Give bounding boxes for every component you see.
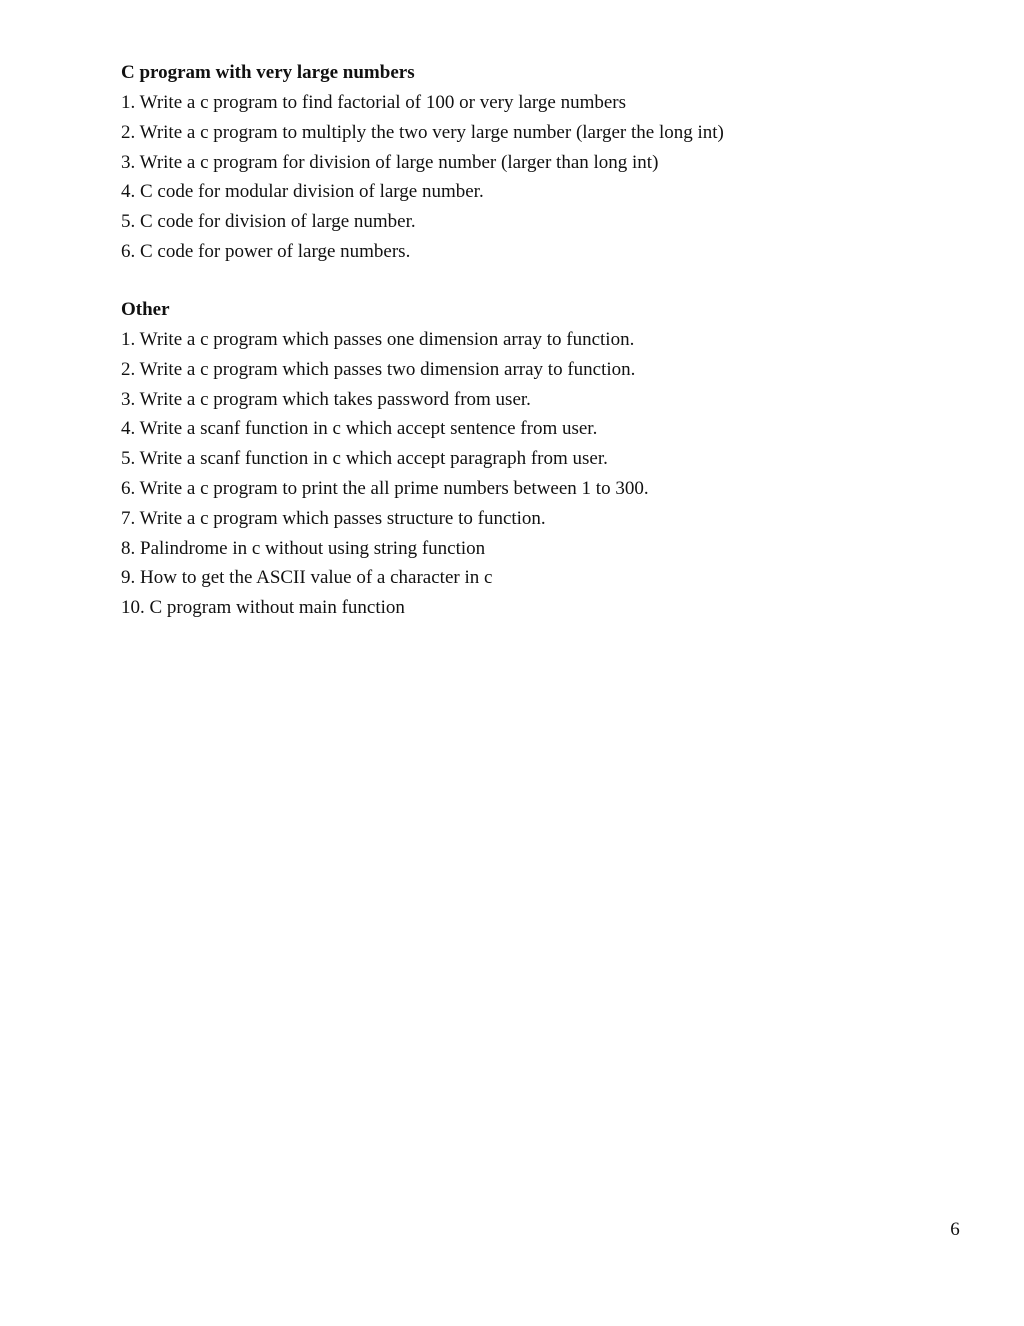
section-heading: C program with very large numbers <box>121 62 415 83</box>
list-item: 5. C code for division of large number. <box>121 211 416 233</box>
section-heading: Other <box>121 299 170 320</box>
list-item: 3. Write a c program for division of large number (larger than long int) <box>121 151 659 173</box>
list-item: 10. C program without main function <box>121 597 405 619</box>
list-item: 2. Write a c program to multiply the two very large number (larger the long int) <box>121 121 724 143</box>
list-item: 2. Write a c program which passes two dimension array to function. <box>121 358 636 380</box>
list-item: 8. Palindrome in c without using string function <box>121 537 486 559</box>
item-list <box>121 88 921 267</box>
list-item: 5. Write a scanf function in c which accept paragraph from user. <box>121 448 608 470</box>
list-item: 9. How to get the ASCII value of a character in c <box>121 567 493 589</box>
list-item: 6. C code for power of large numbers. <box>121 240 411 262</box>
list-item: 1. Write a c program which passes one dimension array to function. <box>121 329 635 350</box>
list-item: 7. Write a c program which passes structure to function. <box>121 507 546 529</box>
list-item: 1. Write a c program to find factorial of 100 or very large numbers <box>121 92 627 113</box>
list-item: 4. Write a scanf function in c which accept sentence from user. <box>121 418 598 440</box>
list-item: 4. C code for modular division of large number. <box>121 181 484 203</box>
section-large-numbers <box>121 58 921 267</box>
page-number: 6 <box>950 1219 960 1240</box>
section-other <box>121 295 921 623</box>
item-list <box>121 325 921 623</box>
list-item: 3. Write a c program which takes password from user. <box>121 388 531 410</box>
list-item: 6. Write a c program to print the all prime numbers between 1 to 300. <box>121 477 649 499</box>
